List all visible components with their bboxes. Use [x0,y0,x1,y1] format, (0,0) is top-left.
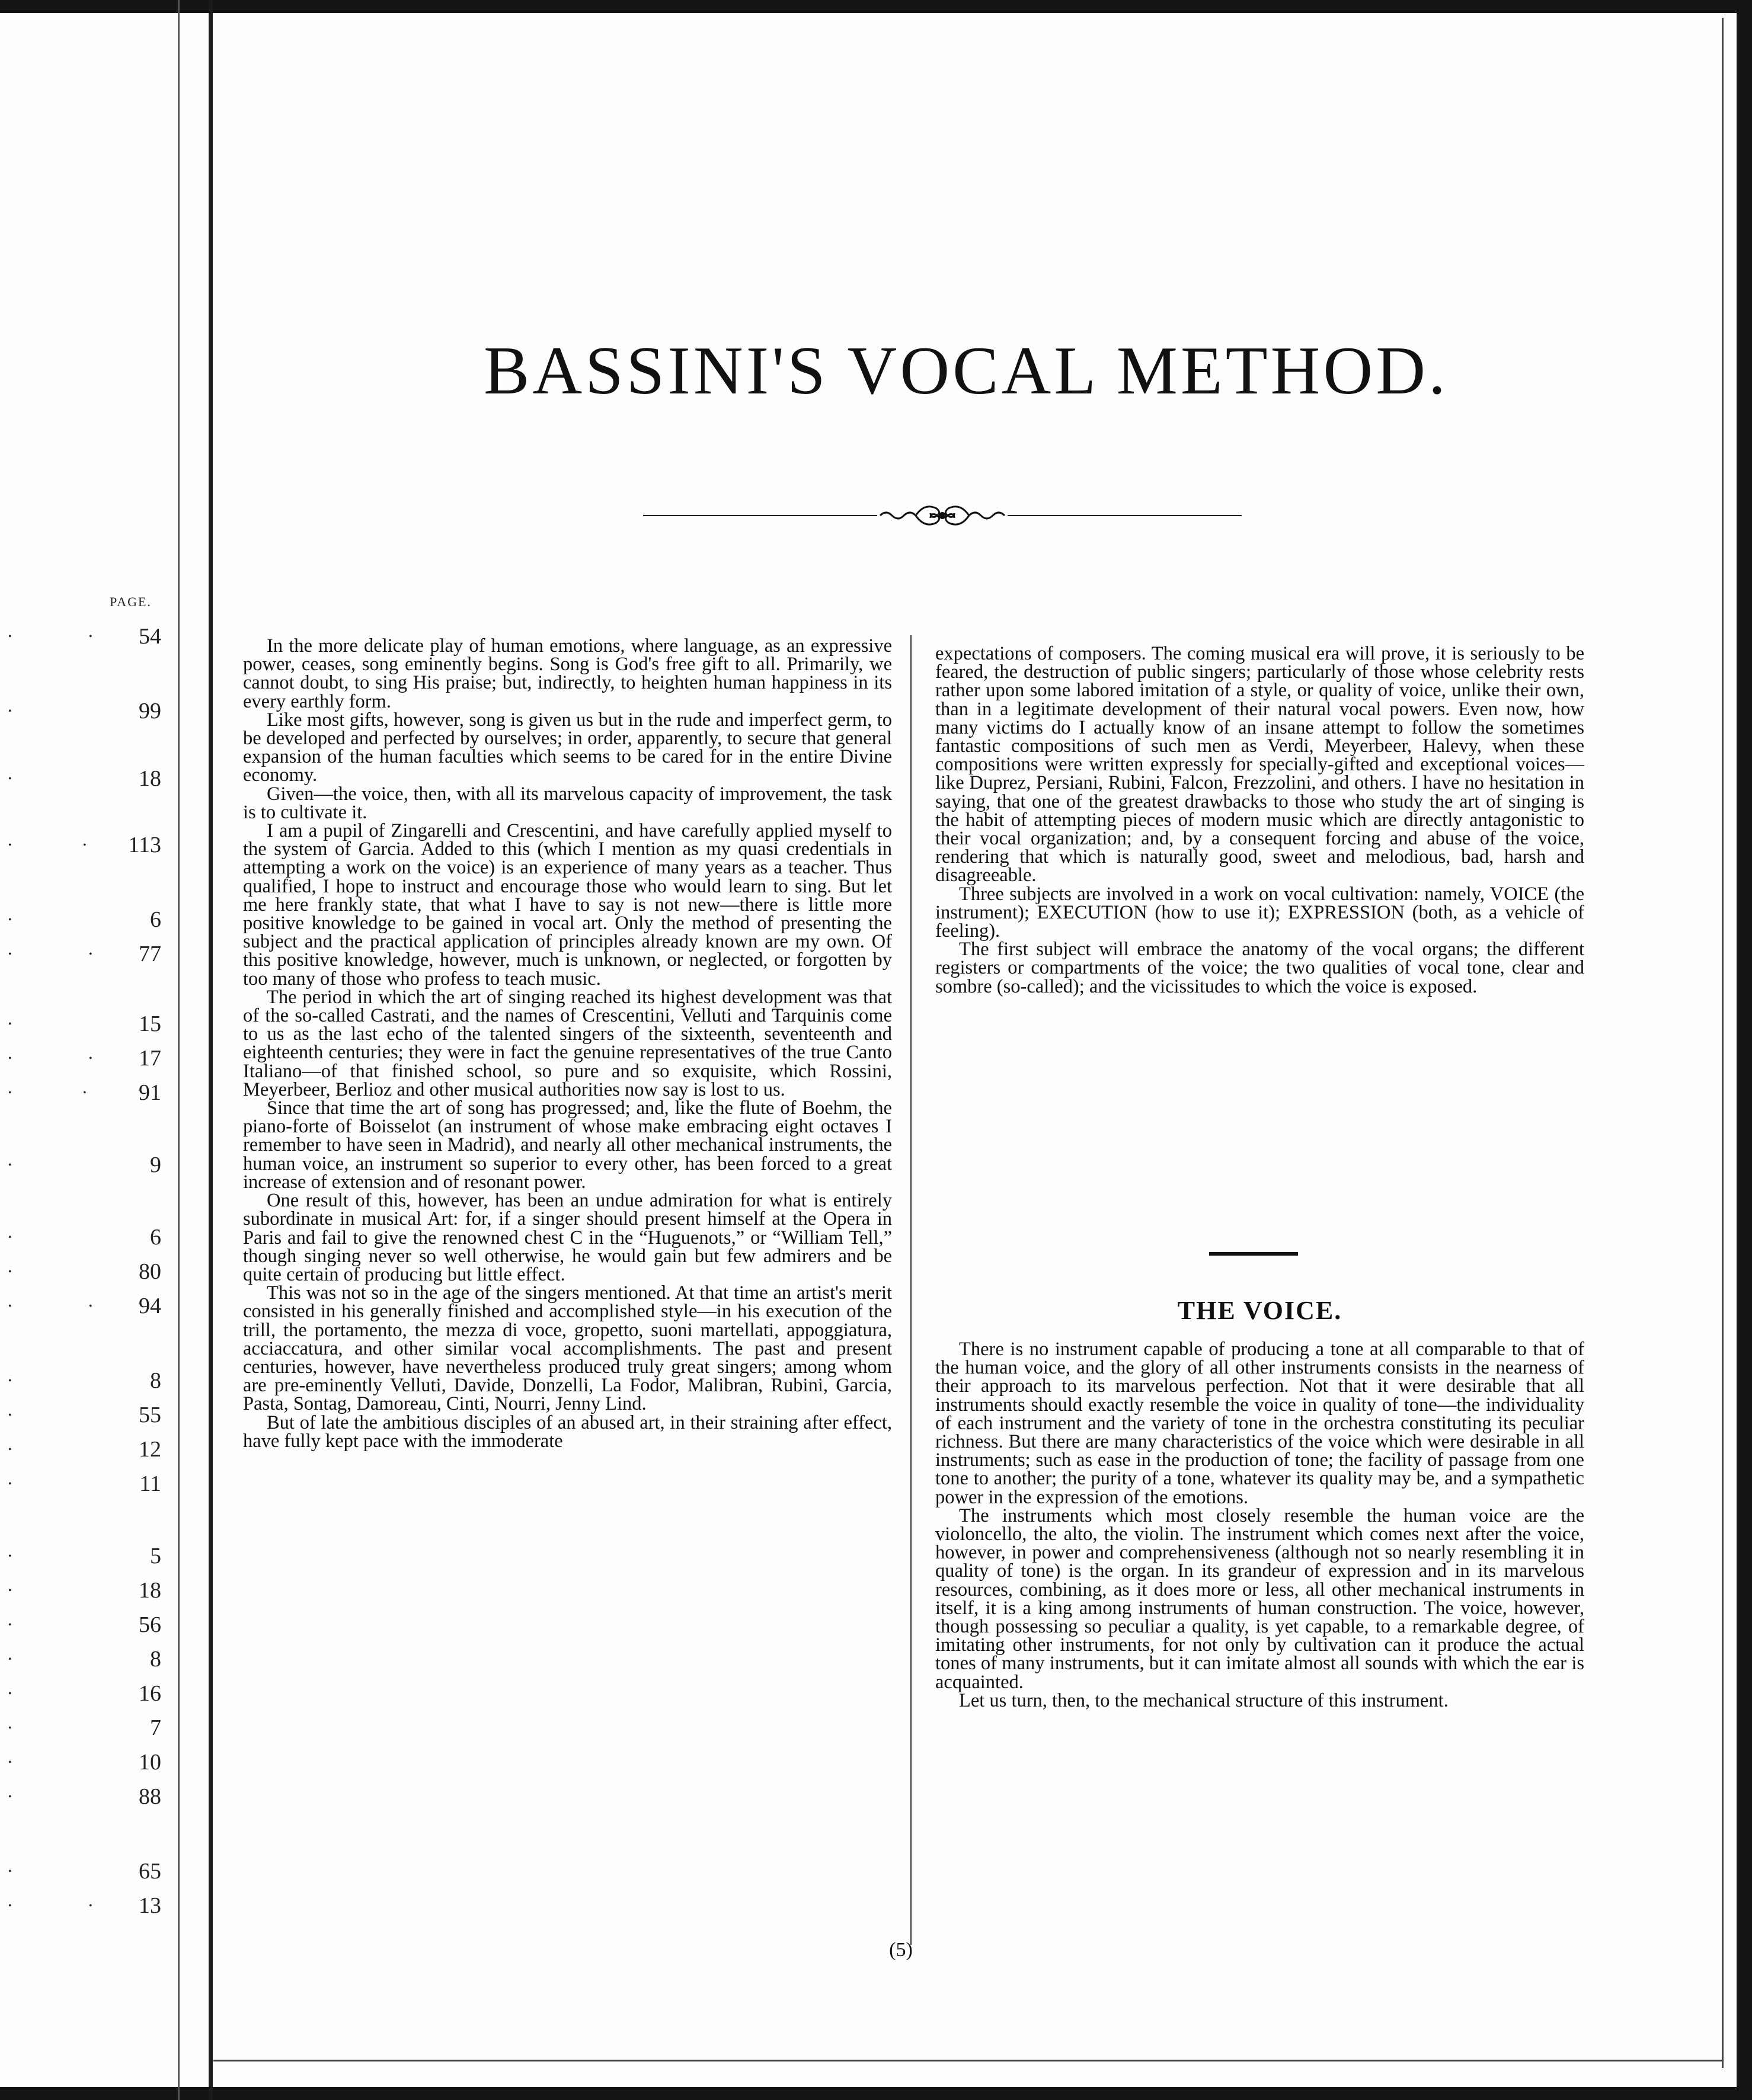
index-entry [0,1224,166,1250]
index-page-number: 77 [139,942,161,966]
facing-page-index [0,0,178,2100]
section-divider [1209,1252,1298,1256]
index-entry [0,766,166,792]
index-page-number: 13 [139,1893,161,1918]
leader-dot: • [8,1654,12,1664]
leader-dot: • [8,774,12,784]
index-entry [0,907,166,933]
leader-dot: • [8,1410,12,1420]
index-page-number: 55 [139,1403,161,1427]
index-entry [0,1368,166,1394]
index-page-number: 56 [139,1612,161,1637]
leader-dot: • [8,1301,12,1311]
section-heading: THE VOICE. [1177,1296,1342,1325]
leader-dot: • [8,1689,12,1699]
index-page-number: 5 [150,1544,161,1568]
leader-dot: • [8,1479,12,1489]
index-entry [0,1715,166,1741]
index-page-number: 11 [139,1471,161,1496]
scan-frame-bottom [0,2087,1752,2100]
index-page-number: 94 [139,1294,161,1318]
scan-frame-top [0,0,1752,13]
index-entry [0,1011,166,1037]
page-edge-right [1722,18,1724,2068]
leader-dot: • [83,840,87,850]
index-page-number: 16 [139,1681,161,1706]
paragraph: Three subjects are involved in a work on vocal cultivation: namely, VOICE (the instrument); EXECUTION (how to use it); EXPRESSION (both, as a vehicle of feeling). [935,883,1584,942]
index-entry [0,1045,166,1071]
leader-dot: • [8,840,12,850]
leader-dot: • [8,1792,12,1802]
index-page-number: 17 [139,1046,161,1071]
leader-dot: • [8,1088,12,1098]
leader-dot: • [8,632,12,642]
paragraph: I am a pupil of Zingarelli and Crescentini, and have carefully applied myself to the system of Garcia. Added to this (which I mention as my quasi credentials in attempting a work on the voice) is an experience of many years as a teacher. Thus qualified, I hope to instruct and encourage those who would learn to sing. But let me here frankly state, that what I have to say is not new—there is little more positive knowledge to be gained in vocal art. Only the method of presenting the subject and the practical application of principles already known are my own. Of this positive knowledge, however, much is unknown, or neglected, or forgotten by too many of those who profess to teach music. [243,820,892,990]
page-edge-bottom [213,2060,1722,2061]
index-page-number: 88 [139,1784,161,1809]
index-entry [0,1402,166,1428]
index-page-number: 91 [139,1080,161,1105]
index-entry [0,1471,166,1497]
index-entry [0,1893,166,1919]
index-page-number: 113 [128,833,161,857]
paragraph: But of late the ambitious disciples of an abused art, in their straining after effect, have fully kept pace with the immoderate [243,1411,892,1452]
index-page-number: 18 [139,1578,161,1603]
leader-dot: • [8,1758,12,1768]
index-entry [0,1577,166,1603]
leader-dot: • [89,949,92,959]
index-entry [0,1646,166,1672]
index-page-number: 6 [150,907,161,932]
paragraph: This was not so in the age of the singers mentioned. At that time an artist's merit consisted in his generally finished and accomplished style—in his execution of the trill, the portamento, the mezza di voce, gropetto, suoni martellati, appoggiatura, acciaccatura, and other similar vocal accomplishments. The past and present centuries, however, have nevertheless produced truly great singers; among whom are pre-eminently Velluti, Davide, Donzelli, La Fodor, Malibran, Rubini, Garcia, Pasta, Sontag, Damoreau, Cinti, Nourri, Jenny Lind. [243,1282,892,1415]
index-page-number: 6 [150,1225,161,1250]
leader-dot: • [8,1233,12,1243]
left-page-edge [178,0,180,2100]
leader-dot: • [8,1723,12,1733]
book-gutter [209,0,213,2100]
index-entry [0,1680,166,1707]
leader-dot: • [8,1267,12,1277]
paragraph: There is no instrument capable of producing a tone at all comparable to that of the human voice, and the glory of all other instruments consists in the nearness of their approach to its marvelous perfection. Not that it were desirable that all instruments should exactly resemble the voice in quality of tone—the individuality of each instrument and the variety of tone in the orchestra constituting its peculiar richness. But there are many characteristics of the voice which were desirable in all instruments; such as ease in the production of tone; the facility of passage from one tone to another; the purity of a tone, whatever its quality may be, and a sympathetic power in the expression of the emotions. [935,1339,1584,1508]
scan-frame-right [1737,0,1752,2100]
column-rule [910,635,912,1945]
index-entry [0,1436,166,1462]
title-ornament [643,498,1242,533]
leader-dot: • [8,949,12,959]
index-page-header: PAGE. [110,594,152,609]
paragraph: The period in which the art of singing reached its highest development was that of the so-called Castrati, and the names of Crescentini, Velluti and Tarquinis come to us as the last echo of the talented singers of the sixteenth, seventeenth and eighteenth centuries; they were in fact the genuine representatives of the true Canto Italiano—of that finished school, so pure and so exquisite, which Rossini, Meyerbeer, Berlioz and other musical authorities now say is lost to us. [243,986,892,1100]
leader-dot: • [8,1901,12,1911]
index-page-number: 12 [139,1437,161,1462]
paragraph: The first subject will embrace the anatomy of the vocal organs; the different registers or compartments of the voice; the two qualities of vocal tone, clear and sombre (so-called); and the vicissitudes to which the voice is exposed. [935,939,1584,997]
index-entry [0,1612,166,1638]
index-entry [0,1784,166,1810]
index-entry [0,1749,166,1775]
paragraph: The instruments which most closely resemble the human voice are the violoncello, the alto, the violin. The instrument which comes next after the voice, however, in power and comprehensiveness (although not so nearly resembling it in quality of tone) is the organ. In its grandeur of expression and in its marvelous resources, combining, as it does more or less, all other mechanical instruments in itself, it is a king among instruments of human construction. The voice, however, though possessing so peculiar a quality, is yet capable, to a remarkable degree, of imitating other instruments, for not only by cultivation can it produce the actual tones of many instruments, but it can imitate almost all sounds with which the ear is acquainted. [935,1504,1584,1693]
index-entry [0,1259,166,1285]
index-entry [0,941,166,967]
index-page-number: 8 [150,1368,161,1393]
index-entry [0,1543,166,1569]
page-number: (5) [889,1939,913,1961]
column-right [935,645,1584,996]
index-entry [0,698,166,724]
leader-dot: • [89,632,92,642]
paragraph: Let us turn, then, to the mechanical structure of this instrument. [959,1689,1449,1711]
index-entry [0,1858,166,1884]
index-entry [0,1152,166,1178]
leader-dot: • [8,1551,12,1561]
paragraph: In the more delicate play of human emotions, where language, as an expressive power, ceases, song eminently begins. Song is God's free gift to all. Primarily, we cannot doubt, to sing His praise; but, indirectly, to heighten human happiness in its every earthly form. [243,635,892,712]
leader-dot: • [8,1867,12,1877]
index-page-number: 8 [150,1647,161,1672]
paragraph: Since that time the art of song has progressed; and, like the flute of Boehm, the piano-forte of Boisselot (an instrument of whose make embracing eight octaves I remember to have seen in Madrid), and nearly all other mechanical instruments, the human voice, an instrument so superior to every other, has been forced to a great increase of extension and of resonant power. [243,1097,892,1193]
paragraph: One result of this, however, has been an undue admiration for what is entirely subordinate in musical Art: for, if a singer should present himself at the Opera in Paris and fail to give the renowned chest C in the “Huguenots,” or “William Tell,” though singing never so well otherwise, he would gain but few admirers and be quite certain of producing but little effect. [243,1190,892,1285]
leader-dot: • [8,1019,12,1029]
page-title: BASSINI'S VOCAL METHOD. [484,333,1449,409]
index-entry [0,623,166,649]
index-page-number: 65 [139,1859,161,1884]
index-entry [0,1293,166,1319]
index-entry [0,1080,166,1106]
paragraph: Like most gifts, however, song is given us but in the rude and imperfect germ, to be developed and perfected by ourselves; in order, apparently, to secure that general expansion of the human faculties which seems to be cared for in the entire Divine economy. [243,709,892,786]
leader-dot: • [8,1376,12,1386]
leader-dot: • [8,1160,12,1170]
index-page-number: 99 [139,699,161,724]
leader-dot: • [89,1901,92,1911]
leader-dot: • [8,1054,12,1064]
leader-dot: • [89,1301,92,1311]
column-left [243,637,892,1451]
paragraph: expectations of composers. The coming musical era will prove, it is seriously to be feared, the destruction of public singers; particularly of those whose celebrity rests rather upon some labored imitation of a style, or quality of voice, unlike their own, than in a legitimate development of their natural vocal powers. Even now, how many victims do I actually know of an insane attempt to follow the sometimes fantastic compositions of such men as Verdi, Meyerbeer, Halevy, when these compositions were written expressly for specially-gifted and exceptional voices—like Duprez, Persiani, Rubini, Falcon, Frezzolini, and others. I have no hesitation in saying, that one of the greatest drawbacks to those who study the art of singing is the habit of attempting pieces of modern music which are directly antagonistic to their vocal organization; and, by a consequent forcing and abuse of the voice, rendering that which is naturally good, sweet and melodious, bad, harsh and disagreeable. [935,643,1584,886]
leader-dot: • [8,1586,12,1596]
column-voice-section [935,1340,1584,1710]
leader-dot: • [8,706,12,716]
leader-dot: • [83,1088,87,1098]
index-page-number: 15 [139,1011,161,1036]
index-page-number: 10 [139,1750,161,1775]
leader-dot: • [8,915,12,925]
index-page-number: 7 [150,1715,161,1740]
paragraph: Given—the voice, then, with all its marvelous capacity of improvement, the task is to cultivate it. [243,783,892,823]
leader-dot: • [89,1054,92,1064]
index-page-number: 18 [139,766,161,791]
index-page-number: 80 [139,1259,161,1284]
leader-dot: • [8,1620,12,1630]
index-entry [0,832,166,858]
index-page-number: 9 [150,1153,161,1177]
leader-dot: • [8,1445,12,1455]
index-page-number: 54 [139,624,161,649]
